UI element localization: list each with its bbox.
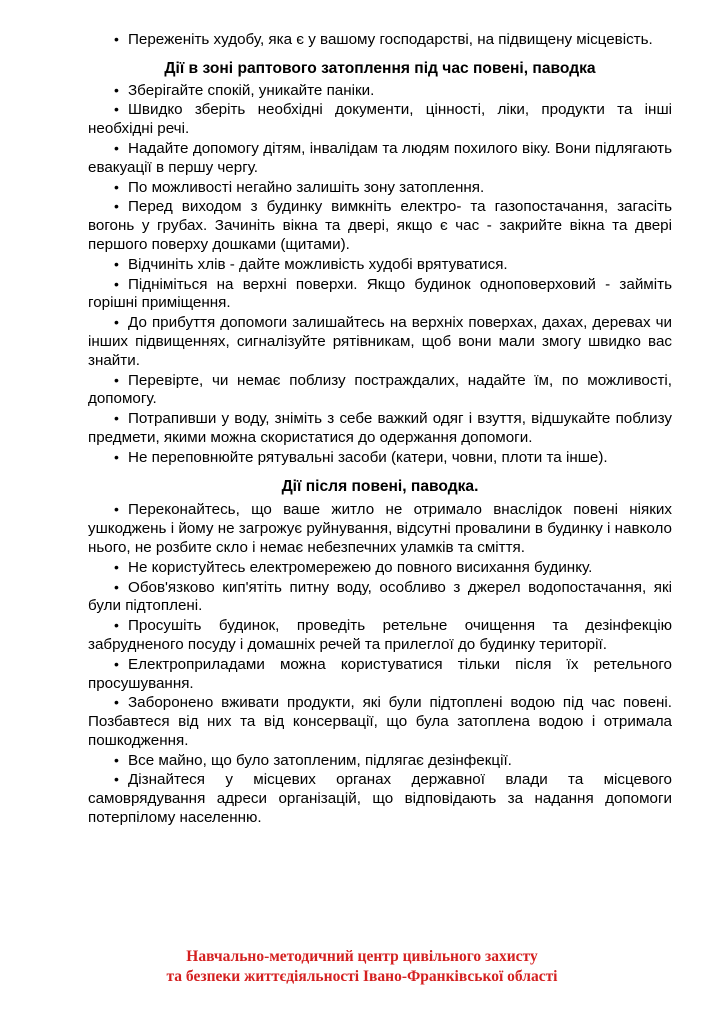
list-item-text: По можливості негайно залишіть зону затоплення. xyxy=(128,178,485,196)
bullet-icon: • xyxy=(114,314,119,331)
footer-line-1: Навчально-методичний центр цивільного захисту xyxy=(186,948,538,965)
list-item xyxy=(88,693,672,750)
list-item-text: Зберігайте спокій, уникайте паніки. xyxy=(128,81,375,99)
list-item-text: Обов'язково кип'ятіть питну воду, особливо з джерел водопостачання, які були підтоплені. xyxy=(88,578,672,615)
section-heading-flood-actions: Дії в зоні раптового затоплення під час повені, паводка xyxy=(164,59,596,77)
footer-organization xyxy=(0,947,724,987)
list-item-text: Не користуйтесь електромережею до повного висихання будинку. xyxy=(128,558,593,576)
list-item-text: Відчиніть хлів - дайте можливість худобі врятуватися. xyxy=(128,255,508,273)
bullet-icon: • xyxy=(114,101,119,118)
list-item-text: Потрапивши у воду, зніміть з себе важкий одяг і взуття, відшукайте поблизу предмети, якими можна скористатися до одержання допомоги. xyxy=(88,410,672,446)
bullet-icon: • xyxy=(114,275,119,292)
list-item-text: До прибуття допомоги залишайтесь на верхніх поверхах, дахах, деревах чи інших підвищеннях, сигналізуйте рятівникам, щоб вони мали змогу швидко вас знайти. xyxy=(88,314,672,369)
list-item xyxy=(88,255,672,275)
list-item xyxy=(88,751,672,771)
list-item-text: Надайте допомогу дітям, інвалідам та людям похилого віку. Вони підлягають евакуації в першу чергу. xyxy=(88,139,672,176)
footer-line-2: та безпеки життєдіяльності Івано-Франківської області xyxy=(166,968,558,985)
list-item-text: Заборонено вживати продукти, які були підтоплені водою під час повені. Позбавтеся від них та від консервації, що була затоплена водою і отримала пошкодження. xyxy=(88,694,672,749)
section-heading-after-flood: Дії після повені, паводка. xyxy=(281,477,479,495)
list-item-text: Дізнайтеся у місцевих органах державної влади та місцевого самоврядування адреси організацій, що відповідають за надання допомоги потерпілому населенню. xyxy=(88,771,672,827)
list-item xyxy=(88,178,672,198)
list-item xyxy=(88,409,672,448)
list-item xyxy=(88,558,672,578)
bullet-icon: • xyxy=(114,694,119,711)
list-item xyxy=(88,100,672,139)
list-item-text: Не переповнюйте рятувальні засоби (катери, човни, плоти та інше). xyxy=(128,448,608,466)
list-item-text: Перед виходом з будинку вимкніть електро- та газопостачання, загасіть вогонь у грубах. Зачиніть вікна та двері, якщо є час - закрийте вікна та двері першого поверху дошками (щитами). xyxy=(88,198,672,253)
bullet-icon: • xyxy=(114,31,119,47)
list-item xyxy=(88,30,672,50)
bullet-icon: • xyxy=(114,558,119,575)
bullet-icon: • xyxy=(114,501,119,518)
bullet-icon: • xyxy=(114,198,119,215)
bullet-icon: • xyxy=(114,771,119,788)
after-flood-actions-list xyxy=(88,500,672,828)
list-item xyxy=(88,313,672,370)
bullet-icon: • xyxy=(114,448,119,465)
bullet-icon: • xyxy=(114,655,119,672)
list-item xyxy=(88,371,672,410)
list-item-text: Підніміться на верхні поверхи. Якщо будинок одноповерховий - займіть горішні приміщення. xyxy=(88,275,672,312)
list-item xyxy=(88,448,672,468)
bullet-icon: • xyxy=(114,139,119,156)
list-item xyxy=(88,275,672,314)
list-item xyxy=(88,616,672,655)
list-item-text: Переконайтесь, що ваше житло не отримало внаслідок повені ніяких ушкоджень і йому не загрожує руйнування, відсутні провалини в будинку і навколо нього, не розбите скло і немає небезпечних уламків та сміття. xyxy=(88,501,672,556)
list-item xyxy=(88,655,672,694)
document-page xyxy=(88,30,672,828)
intro-list xyxy=(88,30,672,50)
bullet-icon: • xyxy=(114,751,119,768)
list-item-text: Електроприладами можна користуватися тільки після їх ретельного просушування. xyxy=(88,655,672,692)
list-item-text: Все майно, що було затопленим, підлягає дезінфекції. xyxy=(128,751,512,769)
bullet-icon: • xyxy=(114,371,119,388)
bullet-icon: • xyxy=(114,617,119,634)
list-item xyxy=(88,500,672,557)
bullet-icon: • xyxy=(114,255,119,272)
bullet-icon: • xyxy=(114,178,119,195)
list-item xyxy=(88,197,672,254)
list-item-text: Швидко зберіть необхідні документи, цінності, ліки, продукти та інші необхідні речі. xyxy=(88,101,672,138)
list-item xyxy=(88,578,672,617)
list-item xyxy=(88,81,672,101)
bullet-icon: • xyxy=(114,81,119,98)
bullet-icon: • xyxy=(114,410,119,427)
list-item-text: Переженіть худобу, яка є у вашому господарстві, на підвищену місцевість. xyxy=(128,31,653,48)
list-item xyxy=(88,770,672,827)
list-item-text: Перевірте, чи немає поблизу постраждалих, надайте їм, по можливості, допомогу. xyxy=(88,371,672,408)
flood-actions-list xyxy=(88,81,672,468)
list-item-text: Просушіть будинок, проведіть ретельне очищення та дезінфекцію забрудненого посуду і домашніх речей та прилеглої до будинку території. xyxy=(88,617,672,653)
list-item xyxy=(88,139,672,178)
bullet-icon: • xyxy=(114,578,119,595)
